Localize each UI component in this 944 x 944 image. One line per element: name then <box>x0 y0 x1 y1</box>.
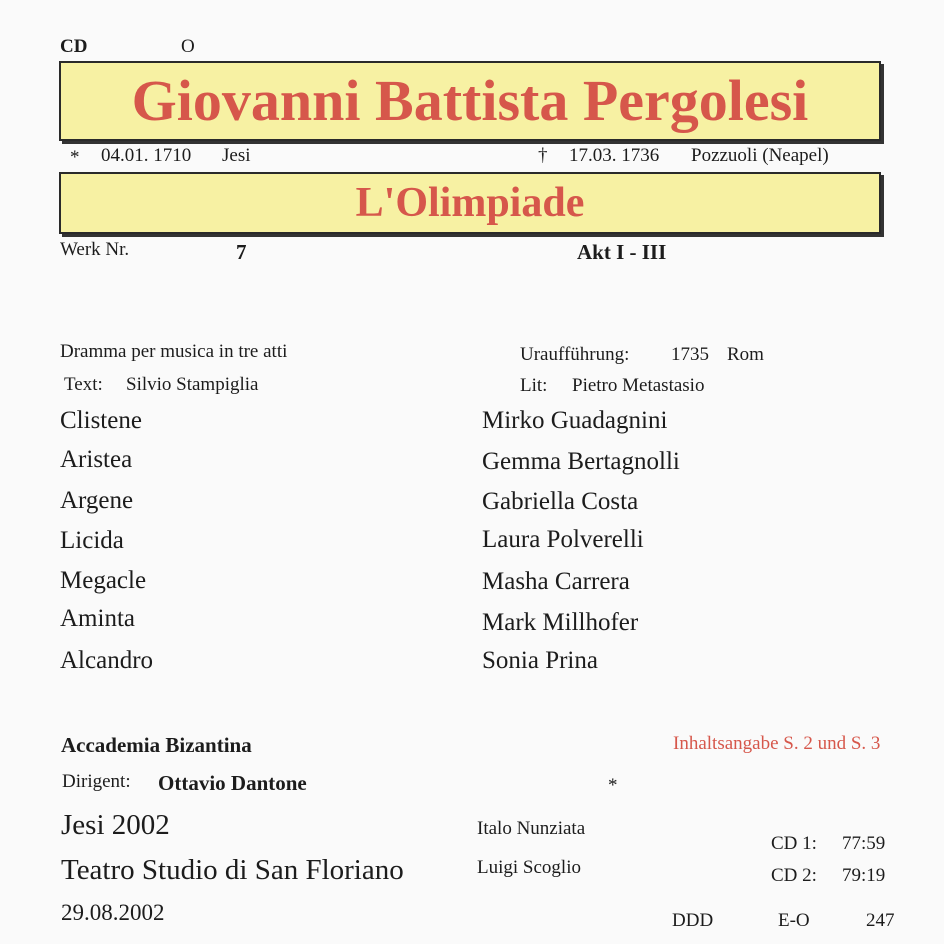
text-label: Text: <box>64 374 103 395</box>
acts: Akt I - III <box>577 240 667 264</box>
composer-name: Giovanni Battista Pergolesi <box>131 68 809 133</box>
cast-singer: Gemma Bertagnolli <box>482 448 680 475</box>
cast-singer: Mark Millhofer <box>482 609 639 636</box>
disc-label: CD 2: <box>771 865 817 886</box>
ensemble: Accademia Bizantina <box>61 733 252 757</box>
cast-role: Licida <box>60 527 124 554</box>
cast-role: Clistene <box>60 407 142 434</box>
conductor: Ottavio Dantone <box>158 771 307 795</box>
cd-label: CD <box>60 36 88 57</box>
werk-label: Werk Nr. <box>60 239 130 260</box>
composer-title-box <box>59 61 881 141</box>
cast-role: Megacle <box>60 567 147 594</box>
credit-2: Luigi Scoglio <box>477 857 581 878</box>
work-title-box <box>59 172 881 234</box>
disc-label: CD 1: <box>771 833 817 854</box>
cd-number: O <box>181 36 195 57</box>
catalog-code: E-O <box>778 910 810 931</box>
venue: Teatro Studio di San Floriano <box>61 854 404 886</box>
work-title: L'Olimpiade <box>355 180 585 226</box>
recording-type: DDD <box>672 910 714 931</box>
cast-role: Aminta <box>60 605 135 632</box>
text-author: Silvio Stampiglia <box>126 374 259 395</box>
death-date: 17.03. 1736 <box>569 145 660 166</box>
cast-singer: Laura Polverelli <box>482 526 644 553</box>
werk-number: 7 <box>236 240 247 264</box>
lit-author: Pietro Metastasio <box>572 375 705 396</box>
birth-date: 04.01. 1710 <box>101 145 192 166</box>
genre: Dramma per musica in tre atti <box>60 341 288 362</box>
synopsis-note: Inhaltsangabe S. 2 und S. 3 <box>673 733 881 754</box>
death-symbol: † <box>538 145 548 166</box>
premiere-year: 1735 <box>671 344 709 365</box>
cast-role: Aristea <box>60 446 133 473</box>
cast-singer: Masha Carrera <box>482 568 630 595</box>
cast-singer: Mirko Guadagnini <box>482 407 668 434</box>
death-place: Pozzuoli (Neapel) <box>691 145 829 166</box>
birth-symbol: * <box>70 147 80 168</box>
catalog-number: 247 <box>866 910 895 931</box>
city-year: Jesi 2002 <box>61 809 170 841</box>
cast-role: Argene <box>60 487 134 514</box>
performance-date: 29.08.2002 <box>61 900 165 925</box>
credit-1: Italo Nunziata <box>477 818 586 839</box>
cast-role: Alcandro <box>60 647 154 674</box>
disc-duration: 77:59 <box>842 833 886 854</box>
cast-singer: Gabriella Costa <box>482 488 639 515</box>
premiere-place: Rom <box>727 344 764 365</box>
cast-singer: Sonia Prina <box>482 647 598 674</box>
premiere-label: Uraufführung: <box>520 344 630 365</box>
conductor-label: Dirigent: <box>62 771 131 792</box>
disc-duration: 79:19 <box>842 865 886 886</box>
birth-place: Jesi <box>222 145 251 166</box>
asterisk-mark: * <box>608 775 618 796</box>
lit-label: Lit: <box>520 375 548 396</box>
